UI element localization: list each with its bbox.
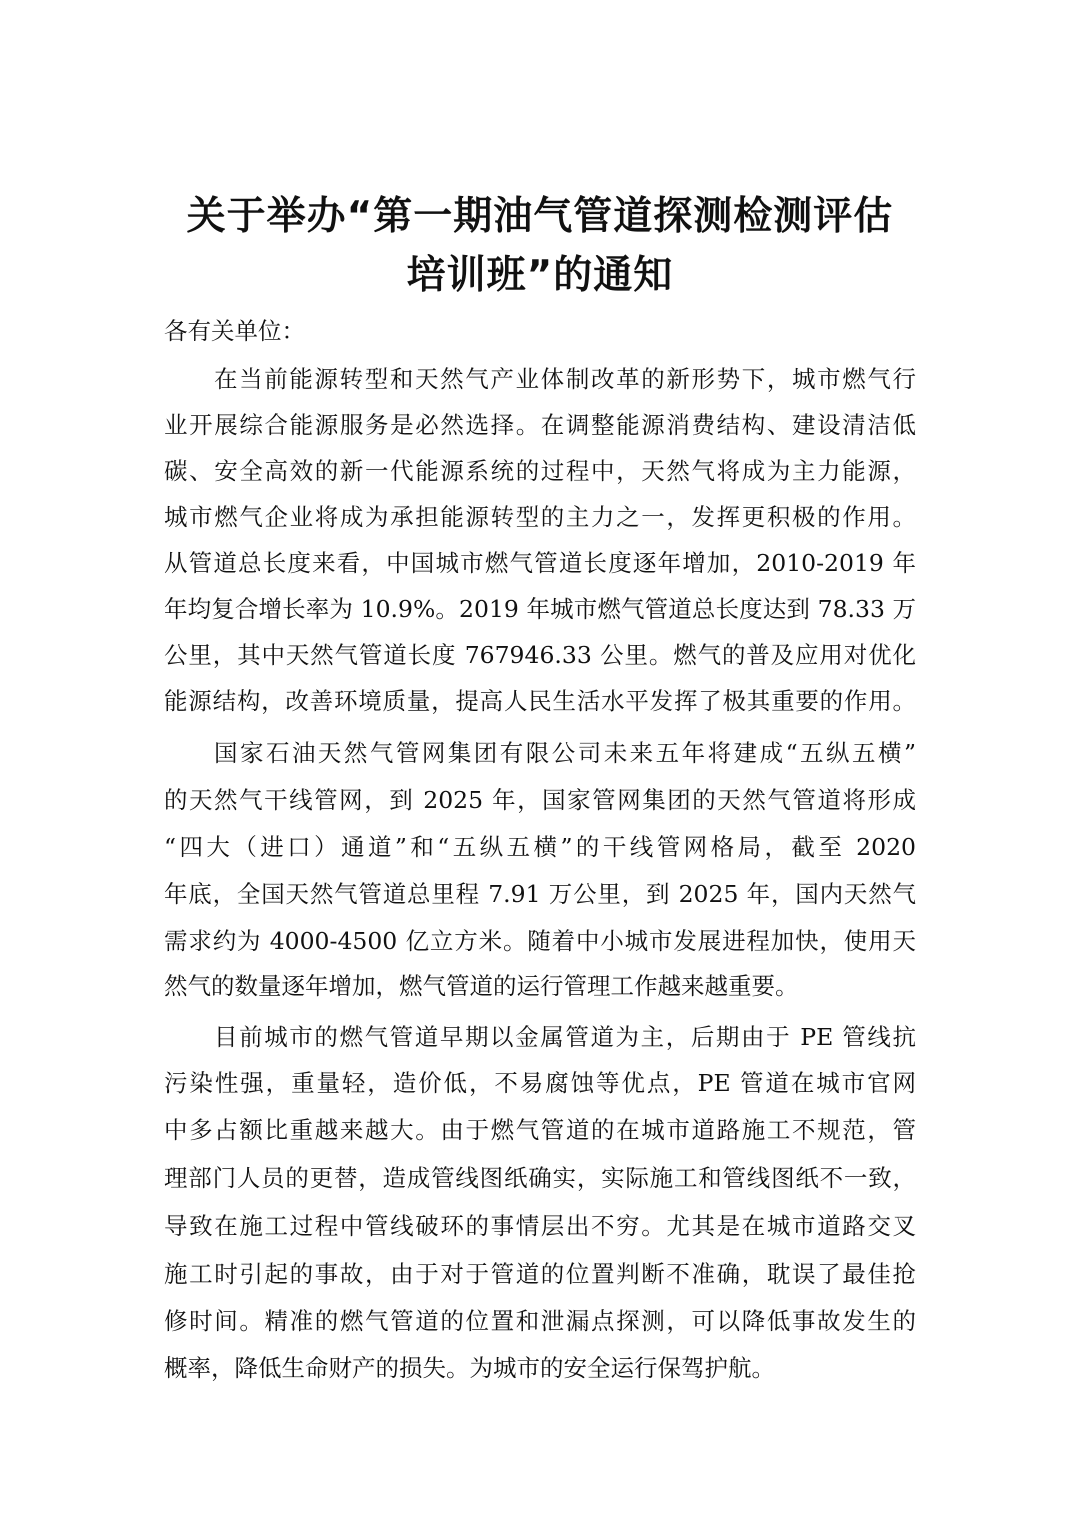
paragraph-1-line-5: 从管道总长度来看，中国城市燃气管道长度逐年增加，2010-2019 年 <box>164 549 916 577</box>
paragraph-3-line-5: 导致在施工过程中管线破环的事情层出不穷。尤其是在城市道路交叉 <box>164 1212 916 1240</box>
paragraph-3-line-3: 中多占额比重越来越大。由于燃气管道的在城市道路施工不规范，管 <box>164 1116 916 1144</box>
document-title-line-1: 关于举办“第一期油气管道探测检测评估 <box>186 194 894 239</box>
document-title-line-2: 培训班”的通知 <box>406 253 674 298</box>
salutation: 各有关单位： <box>164 317 305 345</box>
paragraph-1-line-8: 能源结构，改善环境质量，提高人民生活水平发挥了极其重要的作用。 <box>164 687 916 715</box>
paragraph-2-line-2: 的天然气干线管网，到 2025 年，国家管网集团的天然气管道将形成 <box>164 786 916 814</box>
paragraph-2-line-6: 然气的数量逐年增加，燃气管道的运行管理工作越来越重要。 <box>164 972 799 1000</box>
paragraph-3-line-4: 理部门人员的更替，造成管线图纸确实，实际施工和管线图纸不一致， <box>164 1164 916 1192</box>
paragraph-2-line-5: 需求约为 4000-4500 亿立方米。随着中小城市发展进程加快，使用天 <box>164 927 916 955</box>
paragraph-3-line-1: 目前城市的燃气管道早期以金属管道为主，后期由于 PE 管线抗 <box>214 1023 916 1051</box>
paragraph-2-line-4: 年底，全国天然气管道总里程 7.91 万公里，到 2025 年，国内天然气 <box>164 880 916 908</box>
paragraph-1-line-3: 碳、安全高效的新一代能源系统的过程中，天然气将成为主力能源， <box>164 457 916 485</box>
paragraph-2-line-1: 国家石油天然气管网集团有限公司未来五年将建成“五纵五横” <box>214 739 916 767</box>
paragraph-1-line-4: 城市燃气企业将成为承担能源转型的主力之一，发挥更积极的作用。 <box>164 503 916 531</box>
paragraph-3-line-7: 修时间。精准的燃气管道的位置和泄漏点探测，可以降低事故发生的 <box>164 1307 916 1335</box>
paragraph-3-line-2: 污染性强，重量轻，造价低，不易腐蚀等优点，PE 管道在城市官网 <box>164 1069 916 1097</box>
paragraph-1-line-1: 在当前能源转型和天然气产业体制改革的新形势下，城市燃气行 <box>214 365 916 393</box>
paragraph-1-line-2: 业开展综合能源服务是必然选择。在调整能源消费结构、建设清洁低 <box>164 411 916 439</box>
paragraph-1-line-6: 年均复合增长率为 10.9%。2019 年城市燃气管道总长度达到 78.33 万 <box>164 595 916 623</box>
paragraph-2-line-3: “四大（进口）通道”和“五纵五横”的干线管网格局，截至 2020 <box>164 833 916 861</box>
paragraph-3-line-8: 概率，降低生命财产的损失。为城市的安全运行保驾护航。 <box>164 1354 775 1382</box>
paragraph-3-line-6: 施工时引起的事故，由于对于管道的位置判断不准确，耽误了最佳抢 <box>164 1260 916 1288</box>
paragraph-1-line-7: 公里，其中天然气管道长度 767946.33 公里。燃气的普及应用对优化 <box>164 641 916 669</box>
